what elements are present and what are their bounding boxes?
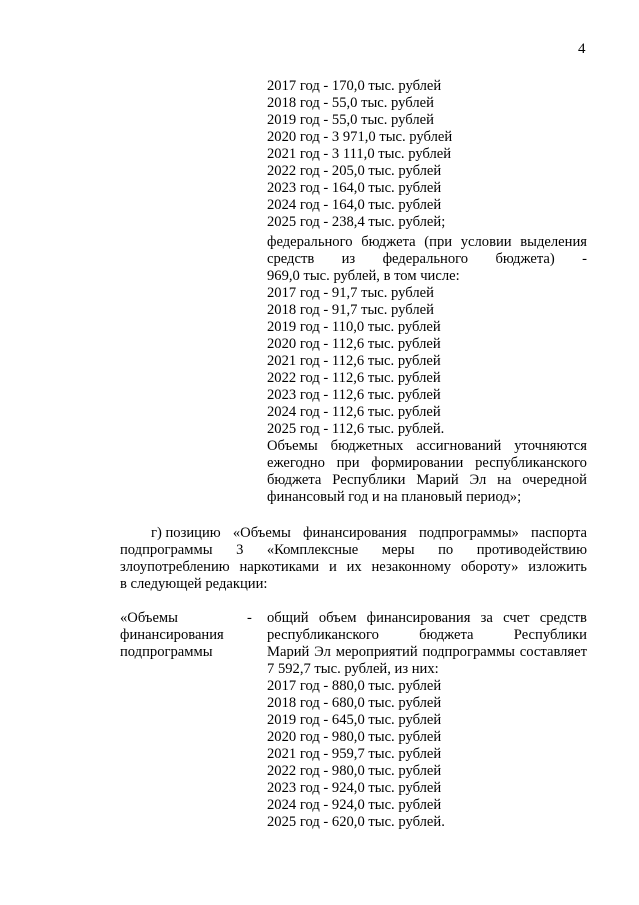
word: на xyxy=(497,472,512,488)
volumes-line xyxy=(267,455,587,472)
subprogram-year-line: 2022 год - 980,0 тыс. рублей xyxy=(267,763,442,779)
subprogram-year-line: 2018 год - 680,0 тыс. рублей xyxy=(267,695,442,711)
word: подпрограммы xyxy=(422,644,515,660)
word: уточняются xyxy=(514,438,587,454)
federal-year-line: 2025 год - 112,6 тыс. рублей. xyxy=(267,421,445,437)
word: изложить xyxy=(528,559,587,575)
subprogram-year-line: 2017 год - 880,0 тыс. рублей xyxy=(267,678,442,694)
word: «Комплексные xyxy=(266,542,359,558)
subprogram-year-line: 2019 год - 645,0 тыс. рублей xyxy=(267,712,442,728)
volumes-line-end: финансовый год и на плановый период»; xyxy=(267,489,522,505)
word: объем xyxy=(318,610,357,626)
paragraph-g-line xyxy=(151,525,587,542)
word: финансирования xyxy=(303,525,407,541)
word: ассигнований xyxy=(416,438,502,454)
word: г) позицию xyxy=(151,525,221,541)
word: выделения xyxy=(520,234,587,250)
budget-year-line: 2025 год - 238,4 тыс. рублей; xyxy=(267,214,446,230)
word: паспорта xyxy=(530,525,587,541)
federal-year-line: 2018 год - 91,7 тыс. рублей xyxy=(267,302,434,318)
subprogram-year-line: 2024 год - 924,0 тыс. рублей xyxy=(267,797,442,813)
financing-total: 7 592,7 тыс. рублей, из них: xyxy=(267,661,439,677)
federal-year-line: 2019 год - 110,0 тыс. рублей xyxy=(267,319,441,335)
word: Объемы xyxy=(267,438,318,454)
volumes-line xyxy=(267,472,587,489)
federal-year-line: 2022 год - 112,6 тыс. рублей xyxy=(267,370,441,386)
word: незаконному xyxy=(371,559,452,575)
budget-year-line: 2020 год - 3 971,0 тыс. рублей xyxy=(267,129,453,145)
word: Марий xyxy=(267,644,310,660)
subprogram-year-line: 2023 год - 924,0 тыс. рублей xyxy=(267,780,442,796)
word: финансирования xyxy=(366,610,471,626)
word: их xyxy=(346,559,362,575)
word: ежегодно xyxy=(267,455,325,471)
word: федерального xyxy=(382,251,469,267)
budget-year-line: 2018 год - 55,0 тыс. рублей xyxy=(267,95,434,111)
subprogram-year-line: 2025 год - 620,0 тыс. рублей. xyxy=(267,814,445,830)
word: Эл xyxy=(469,472,487,488)
word: бюджета xyxy=(419,627,474,643)
budget-year-line: 2021 год - 3 111,0 тыс. рублей xyxy=(267,146,452,162)
word: наркотиками xyxy=(239,559,320,575)
word: условии xyxy=(460,234,512,250)
federal-budget-total: 969,0 тыс. рублей, в том числе: xyxy=(267,268,460,284)
federal-year-line: 2023 год - 112,6 тыс. рублей xyxy=(267,387,441,403)
word: подпрограммы» xyxy=(418,525,519,541)
word: злоупотреблению xyxy=(120,559,230,575)
federal-budget-line xyxy=(267,234,587,251)
word: средств xyxy=(539,610,587,626)
budget-year-line: 2024 год - 164,0 тыс. рублей xyxy=(267,197,442,213)
federal-budget-line xyxy=(267,251,587,268)
word: Марий xyxy=(416,472,459,488)
federal-year-line: 2017 год - 91,7 тыс. рублей xyxy=(267,285,434,301)
word: - xyxy=(582,251,587,267)
separator-dash: - xyxy=(247,610,252,626)
page-number: 4 xyxy=(578,41,586,57)
word: при xyxy=(336,455,360,471)
word: 3 xyxy=(236,542,244,558)
word: противодействию xyxy=(476,542,587,558)
word: федерального xyxy=(267,234,353,250)
word: «Объемы xyxy=(232,525,291,541)
word: меры xyxy=(381,542,415,558)
budget-year-line: 2017 год - 170,0 тыс. рублей xyxy=(267,78,442,94)
federal-year-line: 2021 год - 112,6 тыс. рублей xyxy=(267,353,441,369)
word: подпрограммы xyxy=(120,542,213,558)
federal-year-line: 2020 год - 112,6 тыс. рублей xyxy=(267,336,441,352)
word: мероприятий xyxy=(335,644,418,660)
word: за xyxy=(480,610,493,626)
financing-line xyxy=(267,644,587,661)
word: средств xyxy=(267,251,315,267)
word: бюджета) xyxy=(495,251,555,267)
paragraph-g-line-end: в следующей редакции: xyxy=(120,576,268,592)
subprogram-label: подпрограммы xyxy=(120,644,213,660)
subprogram-label: финансирования xyxy=(120,627,224,643)
budget-year-line: 2019 год - 55,0 тыс. рублей xyxy=(267,112,434,128)
subprogram-year-line: 2021 год - 959,7 тыс. рублей xyxy=(267,746,442,762)
word: (при xyxy=(424,234,453,250)
word: составляет xyxy=(519,644,587,660)
word: бюджетных xyxy=(330,438,404,454)
word: очередной xyxy=(522,472,587,488)
paragraph-g-line xyxy=(120,559,587,576)
word: бюджета xyxy=(361,234,416,250)
word: обороту» xyxy=(460,559,519,575)
paragraph-g-line xyxy=(120,542,587,559)
budget-year-line: 2023 год - 164,0 тыс. рублей xyxy=(267,180,442,196)
word: Республики xyxy=(332,472,406,488)
word: Эл xyxy=(314,644,331,660)
subprogram-label: «Объемы xyxy=(120,610,178,626)
volumes-line xyxy=(267,438,587,455)
federal-year-line: 2024 год - 112,6 тыс. рублей xyxy=(267,404,441,420)
word: республиканского xyxy=(475,455,587,471)
word: республиканского xyxy=(267,627,379,643)
word: счет xyxy=(503,610,530,626)
word: формировании xyxy=(371,455,464,471)
word: бюджета xyxy=(267,472,322,488)
word: из xyxy=(341,251,356,267)
word: Республики xyxy=(513,627,587,643)
word: и xyxy=(328,559,337,575)
word: по xyxy=(438,542,454,558)
financing-line xyxy=(267,610,587,627)
budget-year-line: 2022 год - 205,0 тыс. рублей xyxy=(267,163,442,179)
financing-line xyxy=(267,627,587,644)
subprogram-year-line: 2020 год - 980,0 тыс. рублей xyxy=(267,729,442,745)
word: общий xyxy=(267,610,309,626)
